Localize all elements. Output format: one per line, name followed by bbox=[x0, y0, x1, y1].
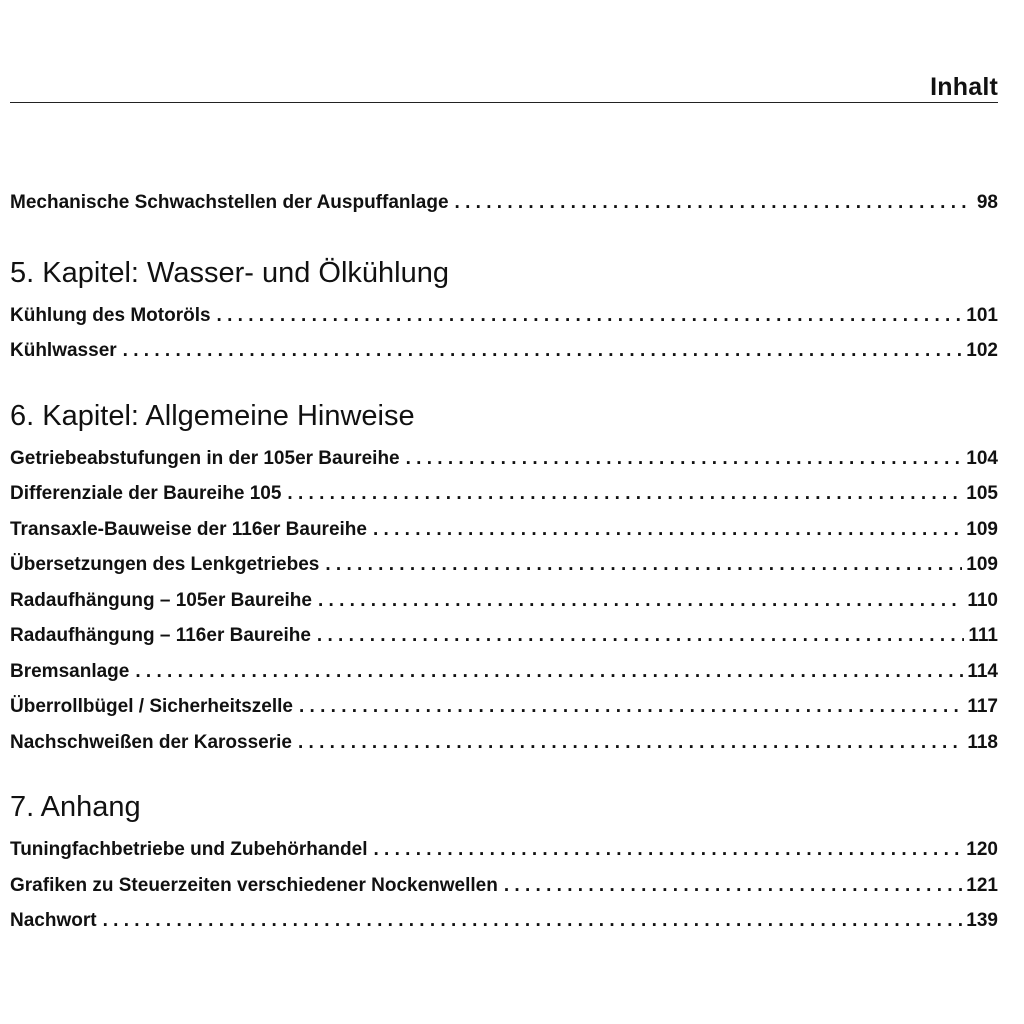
dot-leader bbox=[287, 483, 962, 505]
dot-leader bbox=[455, 192, 973, 214]
toc-entry-page: 117 bbox=[967, 696, 998, 717]
toc-entry[interactable] bbox=[10, 590, 998, 626]
toc-entry[interactable] bbox=[10, 192, 998, 228]
chapter-heading: 6. Kapitel: Allgemeine Hinweise bbox=[10, 399, 415, 432]
toc-entry[interactable] bbox=[10, 839, 998, 875]
toc-entry[interactable] bbox=[10, 661, 998, 697]
toc-entry-page: 105 bbox=[966, 483, 998, 504]
toc-entry[interactable] bbox=[10, 625, 998, 661]
toc-entry-page: 109 bbox=[966, 518, 998, 540]
dot-leader bbox=[373, 519, 962, 541]
dot-leader bbox=[135, 661, 963, 683]
toc-entry[interactable] bbox=[10, 340, 998, 376]
dot-leader bbox=[217, 305, 963, 327]
toc-entry-label: Kühlwasser bbox=[10, 340, 117, 361]
toc-entry[interactable] bbox=[10, 483, 998, 519]
toc-entry-page: 120 bbox=[966, 839, 998, 860]
toc-entry-page: 104 bbox=[966, 447, 998, 469]
toc-entry-page: 98 bbox=[976, 192, 998, 213]
dot-leader bbox=[299, 696, 963, 718]
toc-entry-page: 109 bbox=[966, 554, 998, 575]
toc-entry-page: 114 bbox=[967, 660, 998, 682]
dot-leader bbox=[318, 590, 963, 612]
toc-entry-page: 121 bbox=[966, 874, 998, 896]
toc-entry[interactable] bbox=[10, 910, 998, 946]
toc-entry-label: Nachschweißen der Karosserie bbox=[10, 731, 292, 753]
toc-entry[interactable] bbox=[10, 448, 998, 484]
toc-entry-page: 110 bbox=[967, 589, 998, 611]
dot-leader bbox=[373, 839, 962, 861]
toc-entry-page: 139 bbox=[966, 910, 998, 931]
toc-entry-label: Tuningfachbetriebe und Zubehörhandel bbox=[10, 839, 368, 860]
dot-leader bbox=[298, 732, 963, 754]
toc-entry-label: Grafiken zu Steuerzeiten verschiedener Nockenwellen bbox=[10, 874, 498, 896]
toc-entry-label: Differenziale der Baureihe 105 bbox=[10, 483, 282, 504]
toc-entry-page: 111 bbox=[968, 625, 998, 646]
toc-entry-page: 101 bbox=[966, 304, 998, 326]
toc-entry-label: Übersetzungen des Lenkgetriebes bbox=[10, 554, 320, 575]
page-header bbox=[10, 74, 998, 103]
toc-entry-label: Mechanische Schwachstellen der Auspuffanlage bbox=[10, 192, 449, 213]
toc-entry-label: Kühlung des Motoröls bbox=[10, 304, 211, 326]
toc-entry[interactable] bbox=[10, 519, 998, 555]
dot-leader bbox=[325, 554, 962, 576]
toc-entry[interactable] bbox=[10, 554, 998, 590]
toc-entry-label: Bremsanlage bbox=[10, 660, 130, 682]
toc-entry-label: Getriebeabstufungen in der 105er Baureihe bbox=[10, 447, 400, 469]
dot-leader bbox=[504, 875, 962, 897]
page-title: Inhalt bbox=[930, 73, 998, 101]
toc-entry-label: Radaufhängung – 116er Baureihe bbox=[10, 625, 311, 646]
toc-entry[interactable] bbox=[10, 732, 998, 768]
toc-entry-label: Transaxle-Bauweise der 116er Baureihe bbox=[10, 518, 367, 540]
toc-entry-page: 102 bbox=[966, 340, 998, 361]
dot-leader bbox=[123, 340, 963, 362]
chapter-heading: 7. Anhang bbox=[10, 791, 141, 823]
dot-leader bbox=[406, 448, 963, 470]
toc-entry[interactable] bbox=[10, 305, 998, 341]
table-of-contents bbox=[10, 192, 998, 946]
toc-entry-label: Radaufhängung – 105er Baureihe bbox=[10, 589, 312, 611]
toc-entry[interactable] bbox=[10, 875, 998, 911]
toc-entry[interactable] bbox=[10, 696, 998, 732]
toc-entry-label: Nachwort bbox=[10, 910, 97, 931]
dot-leader bbox=[317, 625, 964, 647]
chapter-heading: 5. Kapitel: Wasser- und Ölkühlung bbox=[10, 256, 449, 289]
toc-entry-page: 118 bbox=[967, 731, 998, 753]
dot-leader bbox=[103, 910, 963, 932]
toc-entry-label: Überrollbügel / Sicherheitszelle bbox=[10, 696, 293, 717]
